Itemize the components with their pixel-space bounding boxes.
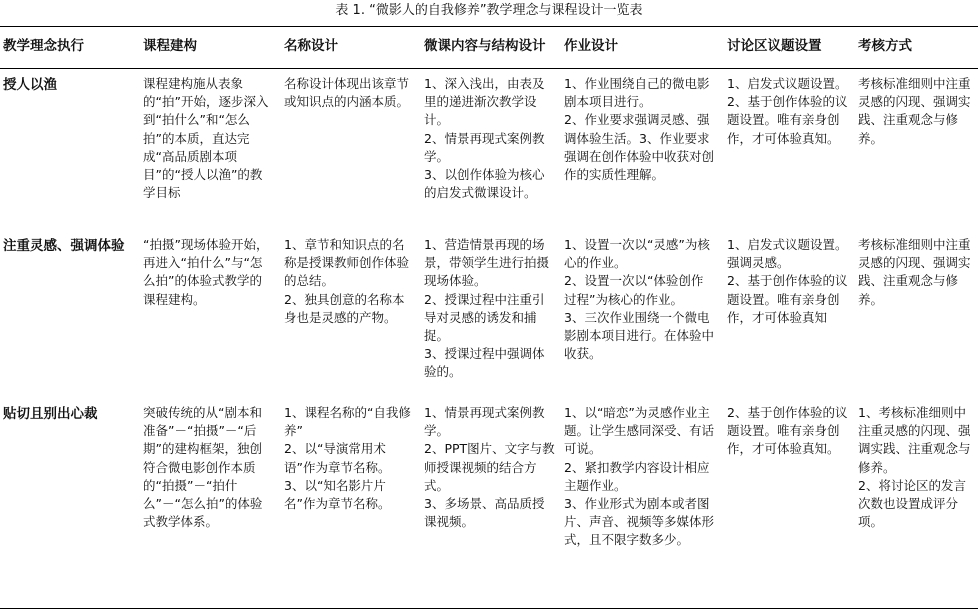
row2-microcourse-design: 1、营造情景再现的场景，带领学生进行拍摄现场体验。 2、授课过程中注重引导对灵感的诱发和捕捉。 3、授课过程中强调体验的。 (424, 237, 550, 380)
row3-discussion-topics: 2、基于创作体验的议题设置。唯有亲身创作，才可体验真知。 (727, 405, 848, 457)
row3-name-design: 1、课程名称的“自我修养” 2、以“导演常用术语”作为章节名称。 3、以“知名影片片名”作为章节名称。 (284, 405, 411, 512)
row2-assessment: 考核标准细则中注重灵感的闪现、强调实践、注重观念与修养。 (858, 237, 971, 307)
header-teaching-concept: 教学理念执行 (3, 38, 84, 54)
header-course-construction: 课程建构 (143, 38, 197, 54)
row2-homework-design: 1、设置一次以“灵感”为核心的作业。 2、设置一次以“体验创作过程”为核心的作业。 3、三次作业围绕一个微电影剧本项目进行。在体验中收获。 (564, 237, 714, 362)
row2-discussion-topics: 1、启发式议题设置。强调灵感。 2、基于创作体验的议题设置。唯有亲身创作，才可体验真知 (727, 237, 848, 325)
table-caption: 表 1. “微影人的自我修养”教学理念与课程设计一览表 (335, 3, 643, 18)
header-microcourse-design: 微课内容与结构设计 (424, 38, 546, 54)
top-rule (0, 26, 978, 27)
row3-homework-design: 1、以“暗恋”为灵感作业主题。让学生感同深受、有话可说。 2、紧扣教学内容设计相应主题作业。 3、作业形式为剧本或者图片、声音、视频等多媒体形式，且不限字数多少。 (564, 405, 714, 548)
row3-microcourse-design: 1、情景再现式案例教学。 2、PPT图片、文字与教师授课视频的结合方式。 3、多场景、高品质授课视频。 (424, 405, 555, 530)
header-name-design: 名称设计 (284, 38, 338, 54)
header-homework-design: 作业设计 (564, 38, 618, 54)
row1-discussion-topics: 1、启发式议题设置。 2、基于创作体验的议题设置。唯有亲身创作，才可体验真知。 (727, 76, 848, 146)
row2-course-construction: “拍摄”现场体验开始，再进入“拍什么”与“怎么拍”的体验式教学的课程建构。 (143, 237, 269, 307)
row1-label: 授人以渔 (3, 77, 57, 93)
header-discussion-topics: 讨论区议题设置 (727, 38, 822, 54)
row1-assessment: 考核标准细则中注重灵感的闪现、强调实践、注重观念与修养。 (858, 76, 971, 146)
header-rule (0, 68, 978, 69)
row3-label: 贴切且别出心裁 (3, 406, 98, 422)
row3-course-construction: 突破传统的从“剧本和准备”－“拍摄”－“后期”的建构框架，独创符合微电影创作本质的“拍摄”－“拍什么”－“怎么拍”的体验式教学体系。 (143, 405, 263, 530)
header-assessment: 考核方式 (858, 38, 912, 54)
row1-microcourse-design: 1、深入浅出，由表及里的递进渐次教学设计。 2、情景再现式案例教学。 3、以创作体验为核心的启发式微课设计。 (424, 76, 545, 201)
row1-name-design: 名称设计体现出该章节或知识点的内涵本质。 (284, 76, 410, 110)
bottom-rule (0, 608, 978, 609)
row3-assessment: 1、考核标准细则中注重灵感的闪现、强调实践、注重观念与修养。 2、将讨论区的发言次数也设置成评分项。 (858, 405, 971, 530)
row2-label: 注重灵感、强调体验 (3, 238, 125, 254)
row2-name-design: 1、章节和知识点的名称是授课教师创作体验的总结。 2、独具创意的名称本身也是灵感的产物。 (284, 237, 410, 325)
row1-course-construction: 课程建构施从表象的“拍”开始，逐步深入到“拍什么”和“怎么拍”的本质，直达完成“高品质剧本项目”的“授人以渔”的教学目标 (143, 76, 269, 201)
row1-homework-design: 1、作业围绕自己的微电影剧本项目进行。 2、作业要求强调灵感、强调体验生活。3、作业要求强调在创作体验中收获对创作的实质性理解。 (564, 76, 714, 183)
